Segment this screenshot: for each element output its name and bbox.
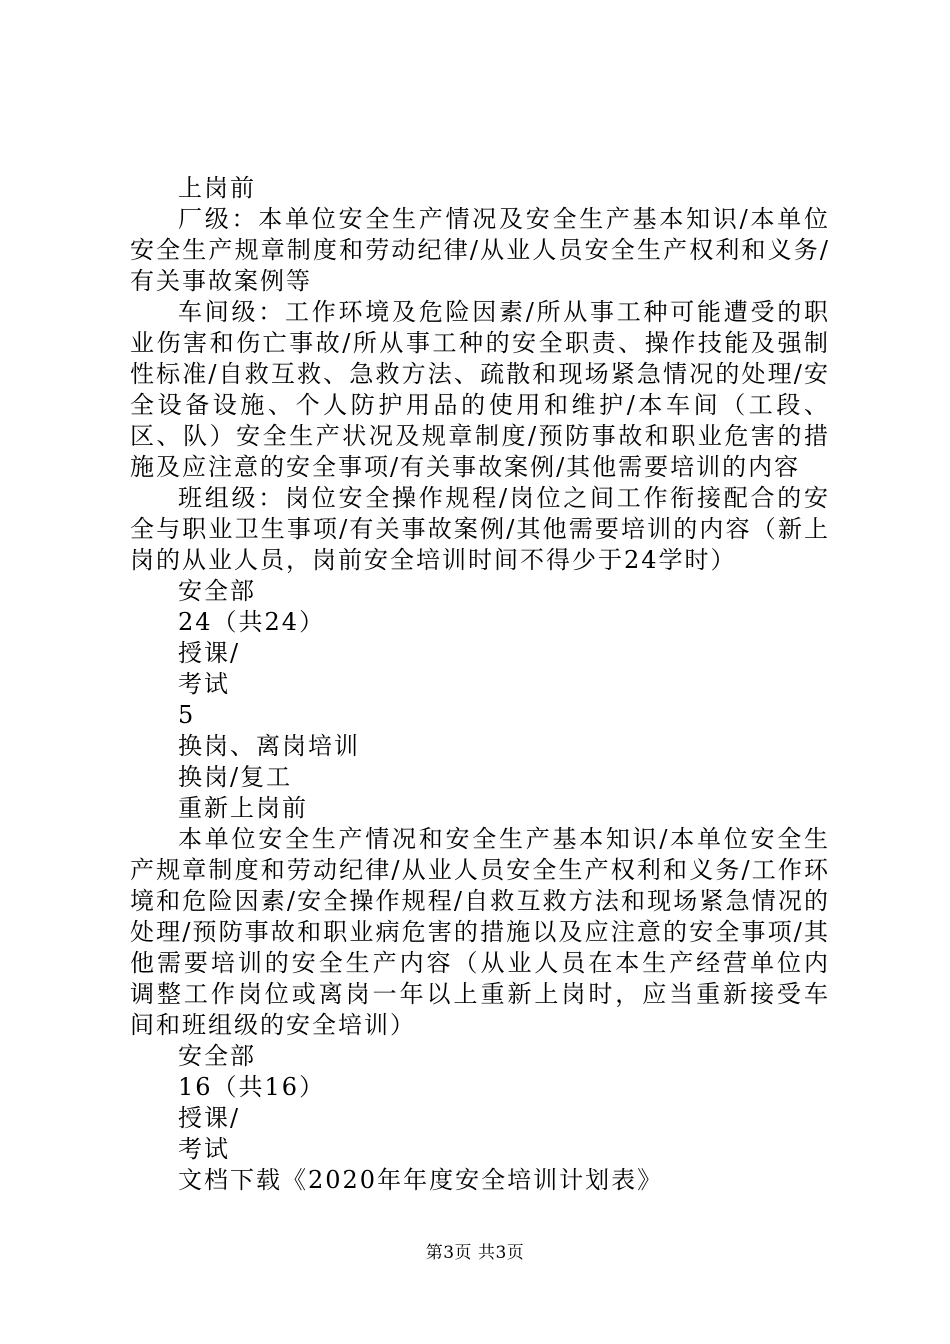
paragraph: 本单位安全生产情况和安全生产基本知识/本单位安全生产规章制度和劳动纪律/从业人员安全生产权利和义务/工作环境和危险因素/安全操作规程/自救互救方法和现场紧急情况的处理/预防事故和职业病危害的措施以及应注意的安全事项/其他需要培训的安全生产内容（从业人员在本生产经营单位内调整工作岗位或离岗一年以上重新上岗时，应当重新接受车间和班组级的安全培训） <box>130 825 830 1039</box>
paragraph: 厂级：本单位安全生产情况及安全生产基本知识/本单位安全生产规章制度和劳动纪律/从业人员安全生产权利和义务/有关事故案例等 <box>130 205 830 295</box>
text-line: 授课/ <box>178 1104 241 1132</box>
text-line: 5 <box>178 701 196 729</box>
page-footer <box>0 1241 950 1265</box>
text-line: 考试 <box>178 1135 230 1163</box>
text-line: 换岗、离岗培训 <box>178 732 360 760</box>
download-link-text: 文档下载《2020年年度安全培训计划表》 <box>178 1166 664 1194</box>
text-line: 授课/ <box>178 639 241 667</box>
text-line: 16（共16） <box>178 1073 326 1101</box>
text-line: 重新上岗前 <box>178 794 308 822</box>
text-line: 换岗/复工 <box>178 763 293 791</box>
paragraph: 车间级：工作环境及危险因素/所从事工种可能遭受的职业伤害和伤亡事故/所从事工种的安全职责、操作技能及强制性标准/自救互救、急救方法、疏散和现场紧急情况的处理/安全设备设施、个人防护用品的使用和维护/本车间（工段、区、队）安全生产状况及规章制度/预防事故和职业危害的措施及应注意的安全事项/有关事故案例/其他需要培训的内容 <box>130 298 830 481</box>
page-number: 第3页 共3页 <box>425 1243 525 1263</box>
text-line: 安全部 <box>178 577 256 605</box>
text-line: 上岗前 <box>178 174 256 202</box>
paragraph: 班组级：岗位安全操作规程/岗位之间工作衔接配合的安全与职业卫生事项/有关事故案例/其他需要培训的内容（新上岗的从业人员，岗前安全培训时间不得少于24学时） <box>130 484 830 574</box>
text-line: 安全部 <box>178 1042 256 1070</box>
document-body <box>130 173 830 1196</box>
text-line: 24（共24） <box>178 608 326 636</box>
text-line: 考试 <box>178 670 230 698</box>
